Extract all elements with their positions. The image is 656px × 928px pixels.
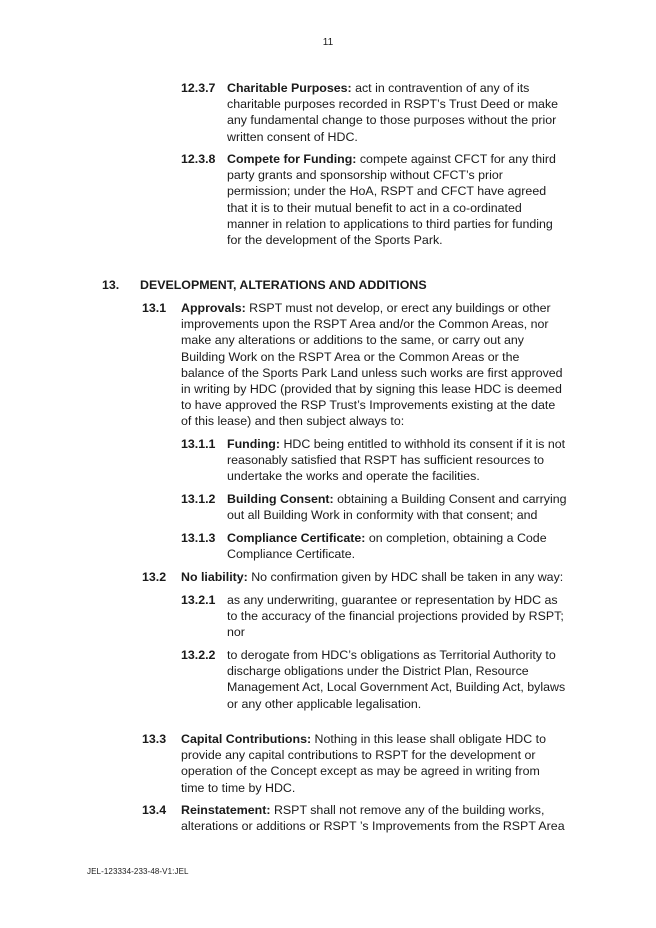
clause-number: 13.1.2: [181, 492, 216, 506]
clause-text: [181, 802, 565, 834]
clause-text: [227, 592, 567, 641]
page-number: 11: [322, 37, 334, 48]
clause-number: 13.2.1: [181, 593, 216, 607]
clause-title: Funding:: [227, 437, 280, 451]
clause-title: Approvals:: [181, 301, 246, 315]
clause-number: 13.1.1: [181, 437, 216, 451]
clause-text: [227, 436, 567, 485]
clause-body: as any underwriting, guarantee or representation by HDC as to the accuracy of the financial projections provided by RSPT; nor: [227, 593, 564, 640]
clause-title: Reinstatement:: [181, 803, 271, 817]
clause-number: 13.3: [142, 732, 167, 746]
clause-title: No liability:: [181, 570, 248, 584]
clause-text: [181, 569, 565, 585]
clause-number: 12.3.7: [181, 81, 216, 95]
clause-body: compete against CFCT for any third party grants and sponsorship without CFCT’s prior permission; under the HoA, RSPT and CFCT have agreed that it is to their mutual benefit to act in a co-ordinated manner in relation to applications to third parties for funding for the development of the Sports Park.: [227, 152, 556, 248]
clause-number: 13.4: [142, 803, 167, 817]
clause-number: 12.3.8: [181, 152, 216, 166]
clause-body: Nothing in this lease shall obligate HDC to provide any capital contributions to RSPT for the development or operation of the Concept except as may be agreed in writing from time to time by HDC.: [181, 732, 546, 795]
clause-title: Charitable Purposes:: [227, 81, 352, 95]
clause-body: on completion, obtaining a Code Compliance Certificate.: [227, 531, 547, 562]
clause-body: obtaining a Building Consent and carrying out all Building Work in conformity with that consent; and: [227, 492, 567, 523]
document-reference-footer: JEL-123334-233-48-V1:JEL: [87, 867, 189, 876]
clause-number: 13.2.2: [181, 648, 216, 662]
clause-body: No confirmation given by HDC shall be taken in any way:: [251, 570, 564, 584]
clause-body: HDC being entitled to withhold its consent if it is not reasonably satisfied that RSPT has sufficient resources to undertake the works and operate the facilities.: [227, 437, 566, 484]
clause-text: [227, 151, 567, 248]
clause-body: act in contravention of any of its charitable purposes recorded in RSPT’s Trust Deed or make any fundamental change to those purposes without the prior written consent of HDC.: [227, 81, 559, 144]
clause-text: [181, 300, 565, 430]
clause-text: [227, 530, 567, 562]
section-number: 13.: [102, 278, 120, 292]
clause-title: Capital Contributions:: [181, 732, 312, 746]
clause-number: 13.1.3: [181, 531, 216, 545]
clause-number: 13.1: [142, 301, 167, 315]
clause-title: Compete for Funding:: [227, 152, 357, 166]
clause-body: RSPT must not develop, or erect any buildings or other improvements upon the RSPT Area and/or the Common Areas, nor make any alterations or additions to the same, or carry out any Building Work on the RSPT Area or the Common Areas or the balance of the Sports Park Land unless such works are first approved in writing by HDC (provided that by signing this lease HDC is deemed to have approved the RSP Trust’s Improvements existing at the date of this lease) and then subject always to:: [181, 301, 563, 429]
clause-text: [181, 731, 565, 796]
clause-body: to derogate from HDC’s obligations as Territorial Authority to discharge obligations under the District Plan, Resource Management Act, Local Government Act, Building Act, bylaws or any other applicable legalisation.: [227, 648, 566, 711]
clause-title: Compliance Certificate:: [227, 531, 366, 545]
section-title: DEVELOPMENT, ALTERATIONS AND ADDITIONS: [140, 278, 427, 292]
clause-text: [227, 80, 567, 145]
clause-body: RSPT shall not remove any of the building works, alterations or additions or RSPT ’s Improvements from the RSPT Area: [181, 803, 565, 834]
clause-text: [227, 491, 567, 523]
clause-title: Building Consent:: [227, 492, 334, 506]
clause-number: 13.2: [142, 570, 167, 584]
clause-text: [227, 647, 567, 712]
